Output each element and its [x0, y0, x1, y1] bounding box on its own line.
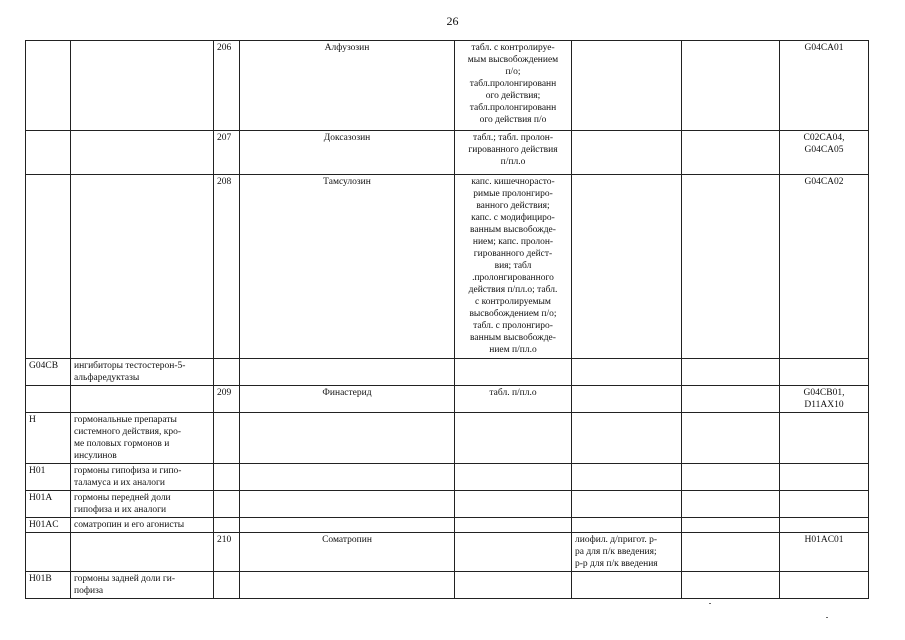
row-atc-code: G04CA02: [780, 175, 869, 359]
row-code: [26, 533, 71, 572]
row-extra: [682, 572, 780, 599]
row-drug-name: [240, 491, 455, 518]
row-group: [71, 386, 214, 413]
row-drug-name: Алфузозин: [240, 41, 455, 131]
row-drug-name: Тамсулозин: [240, 175, 455, 359]
row-extra: [682, 533, 780, 572]
row-number: 209: [214, 386, 240, 413]
row-extra: [682, 413, 780, 464]
row-group: гормоны передней доли гипофиза и их аналоги: [71, 491, 214, 518]
row-group: ингибиторы тестостерон-5- альфаредуктазы: [71, 359, 214, 386]
table-row: [26, 518, 869, 533]
row-number: [214, 359, 240, 386]
row-code: G04CB: [26, 359, 71, 386]
row-number: 208: [214, 175, 240, 359]
row-atc-code: G04CB01, D11AX10: [780, 386, 869, 413]
row-dosage-form: [455, 359, 572, 386]
row-atc-code: [780, 572, 869, 599]
drug-table: [25, 40, 869, 599]
row-extra: [682, 386, 780, 413]
row-atc-code: [780, 413, 869, 464]
table-row: [26, 41, 869, 131]
row-atc-code: G04CA01: [780, 41, 869, 131]
row-dosage-form-alt: [572, 175, 682, 359]
row-dosage-form: капс. кишечнорасто- римые пролонгиро- ванного действия; капс. с модифициро- ванным высвобожде- нием; капс. пролон- гированного дейст- вия; табл .пролонгированного действия п/пл.о; табл. с контролируемым высвобождением п/о; табл. с пролонгиро- ванным высвобожде- нием п/пл.о: [455, 175, 572, 359]
row-dosage-form-alt: [572, 41, 682, 131]
row-dosage-form-alt: [572, 491, 682, 518]
row-number: 206: [214, 41, 240, 131]
table-row: [26, 386, 869, 413]
row-extra: [682, 491, 780, 518]
row-extra: [682, 359, 780, 386]
row-dosage-form: [455, 533, 572, 572]
row-drug-name: Финастерид: [240, 386, 455, 413]
row-dosage-form-alt: [572, 386, 682, 413]
row-group: [71, 131, 214, 175]
table-row: [26, 175, 869, 359]
row-code: [26, 386, 71, 413]
table-row: [26, 533, 869, 572]
row-extra: [682, 518, 780, 533]
row-number: [214, 413, 240, 464]
row-code: [26, 41, 71, 131]
row-extra: [682, 131, 780, 175]
row-dosage-form-alt: лиофил. д/пригот. р- ра для п/к введения; р-р для п/к введения: [572, 533, 682, 572]
row-dosage-form: [455, 464, 572, 491]
table-body: [26, 41, 869, 599]
scan-speck: [709, 603, 711, 604]
row-extra: [682, 175, 780, 359]
row-group: [71, 175, 214, 359]
row-extra: [682, 41, 780, 131]
row-dosage-form: [455, 572, 572, 599]
row-number: [214, 464, 240, 491]
row-code: [26, 131, 71, 175]
row-code: H01AC: [26, 518, 71, 533]
row-drug-name: [240, 572, 455, 599]
row-atc-code: C02CA04, G04CA05: [780, 131, 869, 175]
table-row: [26, 464, 869, 491]
row-dosage-form: [455, 491, 572, 518]
row-dosage-form-alt: [572, 131, 682, 175]
row-drug-name: Доксазозин: [240, 131, 455, 175]
row-group: соматропин и его агонисты: [71, 518, 214, 533]
row-drug-name: Соматропин: [240, 533, 455, 572]
scan-speck: [826, 617, 828, 618]
row-drug-name: [240, 464, 455, 491]
row-code: H: [26, 413, 71, 464]
row-code: H01A: [26, 491, 71, 518]
row-number: [214, 491, 240, 518]
row-group: [71, 533, 214, 572]
row-drug-name: [240, 413, 455, 464]
table-row: [26, 359, 869, 386]
row-code: H01: [26, 464, 71, 491]
row-atc-code: [780, 518, 869, 533]
row-dosage-form: табл.; табл. пролон- гированного действия п/пл.о: [455, 131, 572, 175]
row-group: гормоны задней доли ги- пофиза: [71, 572, 214, 599]
row-dosage-form: [455, 518, 572, 533]
row-dosage-form: табл. с контролируе- мым высвобождением п/о; табл.пролонгированн ого действия; табл.пролонгированн ого действия п/о: [455, 41, 572, 131]
row-dosage-form: [455, 413, 572, 464]
row-atc-code: [780, 491, 869, 518]
row-group: гормональные препараты системного действия, кро- ме половых гормонов и инсулинов: [71, 413, 214, 464]
row-dosage-form-alt: [572, 464, 682, 491]
row-code: [26, 175, 71, 359]
row-group: гормоны гипофиза и гипо- таламуса и их аналоги: [71, 464, 214, 491]
table-row: [26, 491, 869, 518]
table-row: [26, 572, 869, 599]
row-dosage-form-alt: [572, 413, 682, 464]
row-drug-name: [240, 359, 455, 386]
row-drug-name: [240, 518, 455, 533]
row-atc-code: H01AC01: [780, 533, 869, 572]
row-number: 210: [214, 533, 240, 572]
row-dosage-form-alt: [572, 572, 682, 599]
row-atc-code: [780, 359, 869, 386]
row-atc-code: [780, 464, 869, 491]
row-extra: [682, 464, 780, 491]
row-number: [214, 572, 240, 599]
row-dosage-form: табл. п/пл.о: [455, 386, 572, 413]
row-code: H01B: [26, 572, 71, 599]
table-row: [26, 413, 869, 464]
row-dosage-form-alt: [572, 518, 682, 533]
row-group: [71, 41, 214, 131]
row-number: 207: [214, 131, 240, 175]
table-row: [26, 131, 869, 175]
page-number: 26: [446, 14, 459, 28]
row-dosage-form-alt: [572, 359, 682, 386]
row-number: [214, 518, 240, 533]
